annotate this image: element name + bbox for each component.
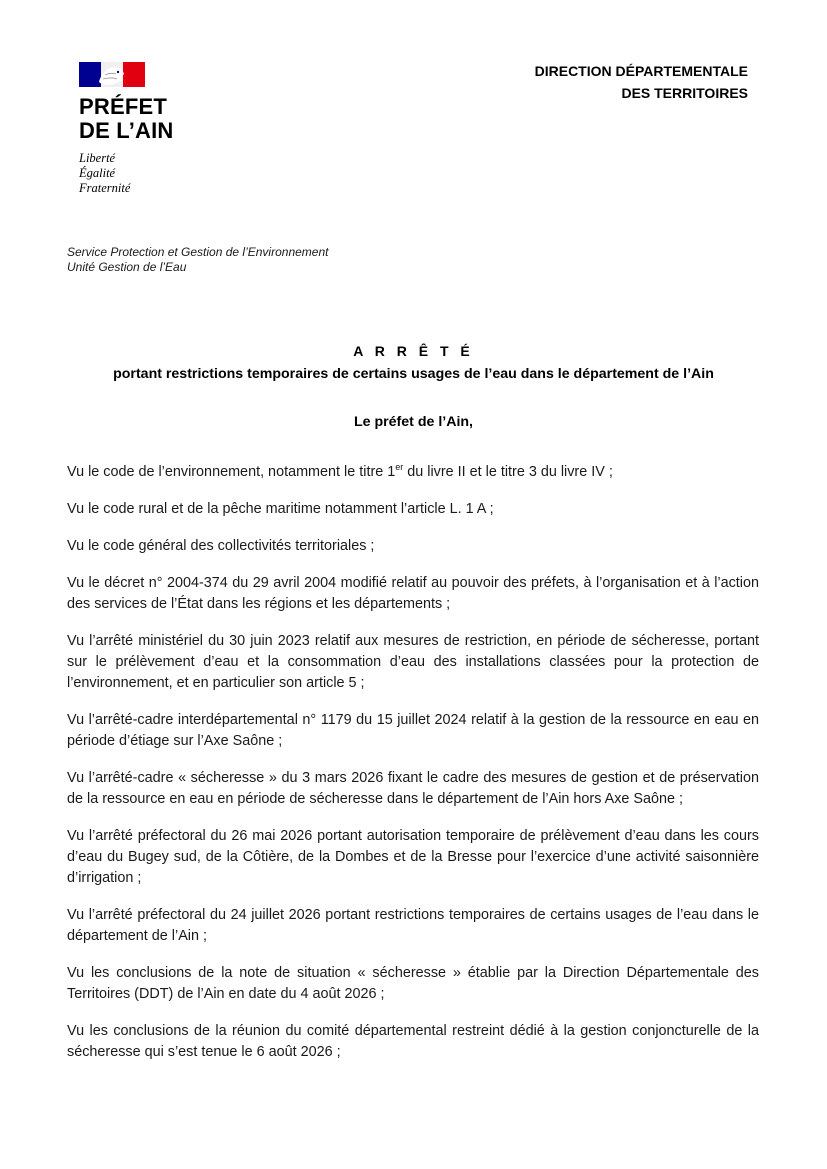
visa-paragraph: Vu l’arrêté-cadre interdépartemental n° 1179 du 15 juillet 2024 relatif à la gestion de la ressource en eau en période d’étiage sur l’Axe Saône ; (67, 712, 759, 749)
visa-paragraph: Vu l’arrêté ministériel du 30 juin 2023 relatif aux mesures de restriction, en période de sécheresse, portant sur le prélèvement d’eau et la consommation d’eau des installations classées pour la protection de l’environnement, et en particulier son article 5 ; (67, 633, 759, 691)
visas-list (67, 462, 759, 1079)
service-name: Service Protection et Gestion de l’Environnement (67, 245, 329, 259)
direction-line2: DES TERRITOIRES (621, 85, 748, 101)
visa-paragraph: Vu le code général des collectivités territoriales ; (67, 538, 375, 554)
visa-paragraph: Vu l’arrêté préfectoral du 26 mai 2026 portant autorisation temporaire de prélèvement d’eau dans les cours d’eau du Bugey sud, de la Côtière, de la Dombes et de la Bresse pour l’exercice d’une activité saisonnière d’irrigation ; (67, 828, 759, 886)
direction-header (535, 60, 748, 104)
service-reference (67, 245, 328, 275)
visa-paragraph: Vu l’arrêté-cadre « sécheresse » du 3 mars 2026 fixant le cadre des mesures de gestion et de préservation de la ressource en eau en période de sécheresse dans le département de l’Ain hors Axe Saône ; (67, 770, 759, 807)
prefet-name-line1: PRÉFET (79, 94, 167, 119)
visa-paragraph (67, 462, 759, 483)
devise-egalite: Égalité (79, 166, 116, 180)
visa-paragraph: Vu le code rural et de la pêche maritime notamment l’article L. 1 A ; (67, 501, 494, 517)
visa-superscript: er (395, 462, 404, 473)
document-subtitle: portant restrictions temporaires de certains usages de l’eau dans le département de l’Ain (113, 366, 714, 382)
issuing-authority: Le préfet de l’Ain, (353, 414, 474, 430)
marianne-flag-icon (79, 62, 145, 87)
prefet-name (79, 95, 209, 143)
devise (79, 151, 209, 196)
visa-text-start: Vu le code de l’environnement, notamment le titre 1 (67, 464, 396, 480)
visa-paragraph: Vu les conclusions de la note de situation « sécheresse » établie par la Direction Départementale des Territoires (DDT) de l’Ain en date du 4 août 2026 ; (67, 965, 759, 1002)
visa-paragraph: Vu les conclusions de la réunion du comité départemental restreint dédié à la gestion conjoncturelle de la sécheresse qui s’est tenue le 6 août 2026 ; (67, 1023, 759, 1060)
devise-liberte: Liberté (79, 151, 116, 165)
devise-fraternite: Fraternité (79, 181, 131, 195)
direction-line1: DIRECTION DÉPARTEMENTALE (534, 63, 748, 79)
prefecture-logo (79, 62, 209, 196)
visa-text-end: du livre II et le titre 3 du livre IV ; (403, 464, 613, 480)
prefet-name-line2: DE L’AIN (79, 118, 174, 143)
visa-paragraph: Vu l’arrêté préfectoral du 24 juillet 2026 portant restrictions temporaires de certains usages de l’eau dans le département de l’Ain ; (67, 907, 759, 944)
visa-paragraph: Vu le décret n° 2004-374 du 29 avril 2004 modifié relatif au pouvoir des préfets, à l’organisation et à l’action des services de l’État dans les régions et les départements ; (67, 575, 759, 612)
document-title: A R R Ê T É (353, 343, 474, 359)
unit-name: Unité Gestion de l’Eau (67, 260, 187, 274)
